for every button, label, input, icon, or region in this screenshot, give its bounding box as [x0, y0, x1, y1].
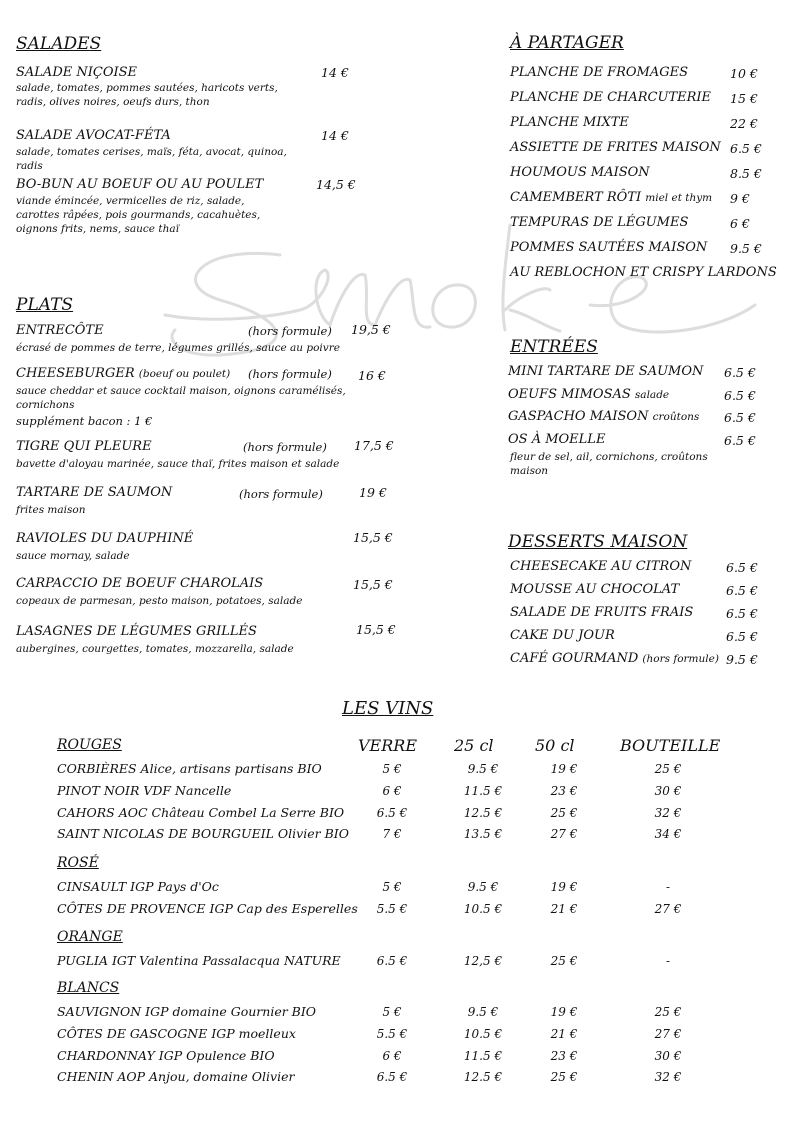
- wine-price: 7 €: [382, 827, 402, 842]
- lasagnes-name: LASAGNES DE LÉGUMES GRILLÉS: [16, 624, 257, 639]
- desserts-item-price: 6.5 €: [726, 629, 758, 644]
- ravioles-desc: sauce mornay, salade: [16, 550, 130, 562]
- entrecote-note: (hors formule): [248, 324, 332, 338]
- wine-price: 12.5 €: [463, 1070, 503, 1085]
- wine-price: 6 €: [382, 783, 402, 798]
- entrees-item-name: [508, 387, 669, 402]
- plats-heading: PLATS: [16, 295, 74, 315]
- tartare-name: TARTARE DE SAUMON: [16, 485, 173, 500]
- salade-nicoise-name: SALADE NIÇOISE: [16, 65, 138, 80]
- entrecote-name: ENTRECÔTE: [16, 323, 104, 338]
- lasagnes-desc: aubergines, courgettes, tomates, mozzarella, salade: [16, 643, 294, 655]
- wine-price: 30 €: [654, 1048, 682, 1063]
- partager-item-name: [510, 190, 712, 205]
- salades-heading: SALADES: [16, 34, 102, 54]
- wine-name: CAHORS AOC Château Combel La Serre BIO: [57, 804, 345, 820]
- bobun-price: 14,5 €: [316, 177, 356, 192]
- partager-item-name: [510, 65, 688, 80]
- partager-item-price: 8.5 €: [730, 166, 762, 181]
- desserts-item-price: 6.5 €: [726, 583, 758, 598]
- partager-heading: À PARTAGER: [510, 33, 624, 53]
- wine-name: PUGLIA IGT Valentina Passalacqua NATURE: [57, 953, 341, 968]
- partager-item-label: PLANCHE DE FROMAGES: [510, 65, 689, 80]
- desserts-item-name: [510, 651, 719, 666]
- wine-price: 5.5 €: [376, 901, 408, 916]
- tigre-price: 17,5 €: [354, 438, 394, 453]
- wine-price: 32 €: [654, 805, 682, 820]
- wine-price: 23 €: [550, 783, 578, 798]
- vins-group-heading: ROSÉ: [57, 855, 99, 871]
- bobun-name: BO-BUN AU BOEUF OU AU POULET: [16, 177, 264, 192]
- wine-name: CINSAULT IGP Pays d'Oc: [57, 879, 219, 894]
- wine-price: 5.5 €: [376, 1026, 408, 1041]
- desserts-heading: DESSERTS MAISON: [508, 532, 688, 552]
- wine-price: 9.5 €: [467, 762, 499, 776]
- lasagnes-price: 15,5 €: [356, 622, 396, 637]
- wine-price: 25 €: [550, 1070, 578, 1085]
- wine-price: 34 €: [654, 827, 682, 842]
- salade-avocat-name: SALADE AVOCAT-FÉTA: [16, 128, 171, 143]
- tartare-desc: frites maison: [16, 504, 86, 516]
- wine-price: 25 €: [550, 805, 578, 820]
- wine-price: 11.5 €: [463, 1048, 503, 1063]
- salade-avocat-desc: salade, tomates cerises, maïs, féta, avocat, quinoa, radis: [16, 146, 287, 172]
- partager-item-name: [510, 140, 721, 155]
- desserts-item-price: 6.5 €: [726, 560, 758, 575]
- wine-price: 6.5 €: [376, 1070, 408, 1085]
- partager-item-name: [510, 215, 688, 230]
- vins-column-header: BOUTEILLE: [620, 736, 721, 755]
- wine-name: CORBIÈRES Alice, artisans partisans BIO: [57, 761, 322, 776]
- desserts-item-price: 9.5 €: [726, 652, 758, 667]
- partager-item-label: PLANCHE DE CHARCUTERIE: [510, 90, 712, 105]
- wine-price: 10.5 €: [463, 1026, 503, 1041]
- wine-price: 23 €: [550, 1048, 578, 1063]
- vins-column-header: VERRE: [358, 736, 418, 755]
- entrecote-price: 19,5 €: [351, 322, 391, 337]
- entrees-item-note: salade: [634, 388, 670, 401]
- entrees-item-price: 6.5 €: [724, 387, 756, 403]
- wine-price: 5 €: [382, 762, 402, 776]
- entrees-item-name: [508, 409, 699, 424]
- vins-column-header: 50 cl: [535, 736, 575, 755]
- wine-price: 9.5 €: [467, 1005, 499, 1019]
- cheeseburger-desc: sauce cheddar et sauce cocktail maison, oignons caramélisés, cornichons: [16, 385, 346, 411]
- tartare-price: 19 €: [359, 485, 387, 500]
- partager-item-note: miel et thym: [645, 192, 713, 204]
- partager-item-label: POMMES SAUTÉES MAISON: [510, 240, 708, 255]
- cheeseburger-price: 16 €: [358, 368, 386, 383]
- partager-item-name: [510, 165, 650, 180]
- wine-name: CÔTES DE PROVENCE IGP Cap des Esperelles: [57, 900, 358, 916]
- wine-name: CHARDONNAY IGP Opulence BIO: [57, 1047, 275, 1063]
- entrees-item-name: [508, 432, 605, 447]
- salade-nicoise-desc: salade, tomates, pommes sautées, haricots verts, radis, olives noires, oeufs durs, thon: [16, 82, 278, 108]
- wine-price: 13.5 €: [463, 827, 503, 842]
- tigre-desc: bavette d'aloyau marinée, sauce thaï, frites maison et salade: [16, 458, 340, 470]
- vins-group-heading: ORANGE: [57, 929, 123, 945]
- entrees-item-price: 6.5 €: [724, 410, 756, 426]
- partager-item-price: 6.5 €: [730, 141, 762, 156]
- wine-name: CHENIN AOP Anjou, domaine Olivier: [57, 1069, 295, 1085]
- wine-price: 6.5 €: [376, 805, 408, 820]
- desserts-item-name: [510, 582, 679, 597]
- wine-name: CÔTES DE GASCOGNE IGP moelleux: [57, 1025, 296, 1041]
- desserts-item-name: [510, 605, 693, 620]
- wine-price: 5 €: [382, 880, 402, 894]
- entrees-item-label: MINI TARTARE DE SAUMON: [508, 364, 704, 379]
- partager-item-name: [510, 240, 707, 255]
- tigre-name: TIGRE QUI PLEURE: [16, 439, 152, 454]
- wine-price: 21 €: [550, 1026, 578, 1041]
- carpaccio-name: CARPACCIO DE BOEUF CHAROLAIS: [16, 576, 264, 591]
- salade-nicoise-price: 14 €: [321, 65, 349, 80]
- vins-group-heading: BLANCS: [57, 980, 120, 996]
- wine-price: 25 €: [654, 762, 682, 776]
- desserts-item-name: [510, 628, 615, 643]
- entrees-item-label: OEUFS MIMOSAS: [508, 386, 631, 402]
- entrees-item-label: GASPACHO MAISON: [508, 409, 649, 425]
- desserts-item-label: CHEESECAKE AU CITRON: [510, 559, 692, 574]
- desserts-item-name: [510, 559, 691, 574]
- partager-item-price: 10 €: [730, 66, 758, 81]
- ravioles-price: 15,5 €: [353, 530, 393, 545]
- entrees-item-label: OS À MOELLE: [508, 432, 606, 448]
- vins-heading: LES VINS: [342, 698, 434, 719]
- ravioles-name: RAVIOLES DU DAUPHINÉ: [16, 531, 194, 546]
- desserts-item-price: 6.5 €: [726, 606, 758, 621]
- vins-group-heading: ROUGES: [57, 737, 122, 753]
- entrees-item-price: 6.5 €: [724, 433, 756, 449]
- partager-item-label: HOUMOUS MAISON: [510, 165, 650, 180]
- wine-price: 19 €: [550, 762, 578, 776]
- desserts-item-label: CAKE DU JOUR: [510, 628, 615, 643]
- wine-name: PINOT NOIR VDF Nancelle: [57, 782, 232, 798]
- wine-price: 11.5 €: [463, 783, 503, 798]
- bobun-desc: viande émincée, vermicelles de riz, salade, carottes râpées, pois gourmands, cacahuètes, oignons frits, nems, sauce thaï: [16, 195, 261, 235]
- wine-price: 19 €: [550, 1005, 578, 1019]
- entrees-item-note: croûtons: [652, 411, 700, 424]
- partager-item-label: ASSIETTE DE FRITES MAISON: [510, 140, 721, 155]
- partager-item-label: CAMEMBERT RÔTI: [510, 190, 642, 205]
- wine-price: -: [665, 954, 671, 968]
- cheeseburger-label: CHEESEBURGER: [16, 366, 135, 381]
- entrees-item-price: 6.5 €: [724, 365, 756, 380]
- partager-item-price: 15 €: [730, 91, 758, 106]
- partager-item-label: PLANCHE MIXTE: [510, 115, 629, 130]
- entrecote-desc: écrasé de pommes de terre, légumes grillés, sauce au poivre: [16, 342, 340, 354]
- desserts-item-note: (hors formule): [642, 653, 719, 665]
- wine-price: 27 €: [654, 1026, 682, 1041]
- desserts-item-label: CAFÉ GOURMAND: [510, 651, 639, 666]
- vins-column-header: 25 cl: [454, 736, 494, 755]
- partager-item-price: 6 €: [730, 216, 750, 231]
- os-moelle-desc: fleur de sel, ail, cornichons, croûtons maison: [510, 451, 708, 477]
- partager-last-line: AU REBLOCHON ET CRISPY LARDONS: [510, 265, 777, 280]
- tigre-note: (hors formule): [243, 440, 327, 454]
- tartare-note: (hors formule): [239, 487, 323, 501]
- wine-price: 10.5 €: [463, 901, 503, 916]
- partager-item-price: 22 €: [730, 116, 758, 131]
- cheeseburger-note: (hors formule): [248, 367, 332, 381]
- wine-price: 6 €: [382, 1048, 402, 1063]
- wine-price: 19 €: [550, 880, 578, 894]
- cheeseburger-variant: (boeuf ou poulet): [138, 368, 231, 380]
- wine-price: 12,5 €: [463, 954, 503, 968]
- wine-price: 27 €: [654, 901, 682, 916]
- wine-price: 25 €: [550, 954, 578, 968]
- entrees-heading: ENTRÉES: [510, 337, 598, 357]
- wine-price: 6.5 €: [376, 954, 408, 968]
- wine-price: 27 €: [550, 827, 578, 842]
- partager-item-name: [510, 90, 711, 105]
- cheeseburger-name: [16, 366, 230, 381]
- desserts-item-label: MOUSSE AU CHOCOLAT: [510, 582, 680, 597]
- wine-name: SAUVIGNON IGP domaine Gournier BIO: [57, 1004, 317, 1019]
- carpaccio-price: 15,5 €: [353, 577, 393, 592]
- wine-price: 5 €: [382, 1005, 402, 1019]
- carpaccio-desc: copeaux de parmesan, pesto maison, potatoes, salade: [16, 595, 303, 607]
- cheeseburger-extra: supplément bacon : 1 €: [16, 414, 153, 428]
- wine-price: 12.5 €: [463, 805, 503, 820]
- wine-price: 21 €: [550, 901, 578, 916]
- wine-price: 30 €: [654, 783, 682, 798]
- partager-item-price: 9.5 €: [730, 241, 762, 256]
- partager-item-label: TEMPURAS DE LÉGUMES: [510, 215, 689, 230]
- entrees-item-name: [508, 364, 703, 379]
- wine-name: SAINT NICOLAS DE BOURGUEIL Olivier BIO: [57, 826, 349, 842]
- wine-price: -: [665, 880, 671, 894]
- partager-item-name: [510, 115, 629, 130]
- wine-price: 25 €: [654, 1005, 682, 1019]
- salade-avocat-price: 14 €: [321, 128, 349, 143]
- partager-item-price: 9 €: [730, 191, 750, 206]
- desserts-item-label: SALADE DE FRUITS FRAIS: [510, 605, 694, 620]
- wine-price: 9.5 €: [467, 880, 499, 894]
- wine-price: 32 €: [654, 1070, 682, 1085]
